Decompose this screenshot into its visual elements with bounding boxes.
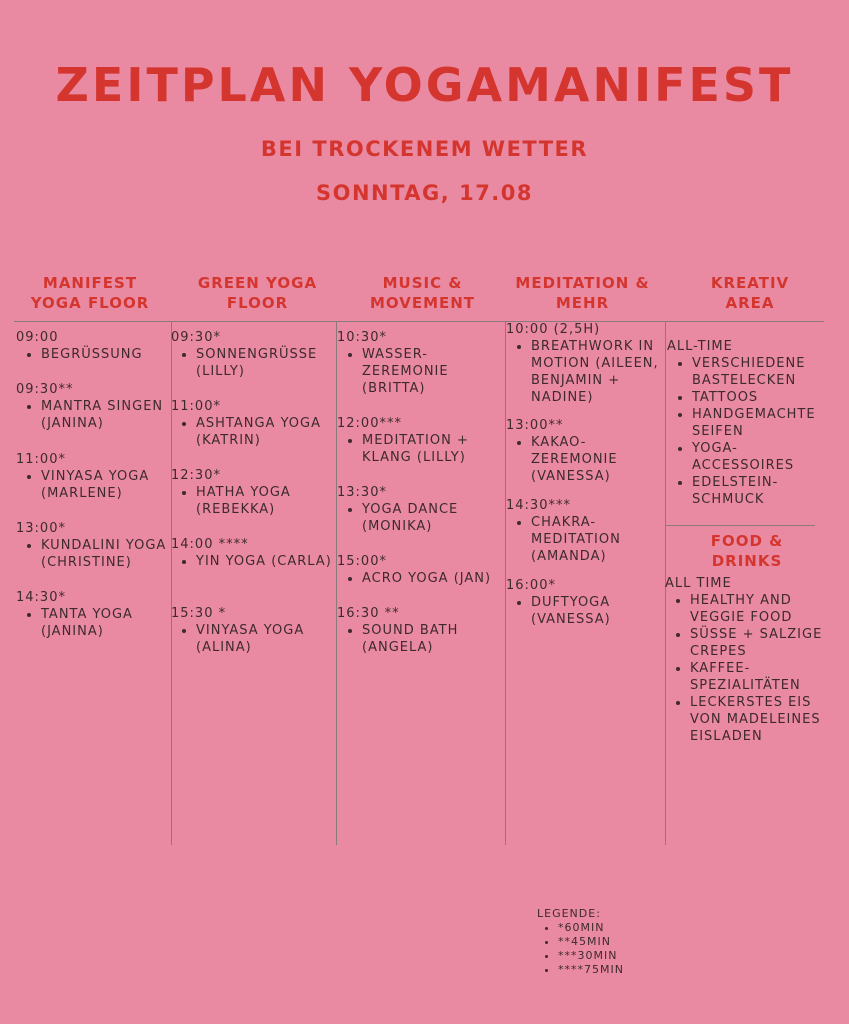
column-heading-meditation xyxy=(505,273,660,313)
schedule-column-green xyxy=(171,329,335,656)
slot-time: 16:30 ** xyxy=(337,606,400,621)
slot-time: 11:00* xyxy=(171,399,221,414)
legend xyxy=(537,907,624,977)
slot-activity: • YOGA-ACCESSOIRES xyxy=(692,440,827,474)
legend-item: • ***30MIN xyxy=(558,949,624,963)
slot-activity: • SOUND BATH (ANGELA) xyxy=(362,622,503,656)
slot-activity: • VERSCHIEDENE BASTELECKEN xyxy=(692,355,827,389)
slot-time: 13:00** xyxy=(506,418,564,433)
schedule-slot xyxy=(506,417,662,497)
slot-activity: • YIN YOGA (CARLA) xyxy=(196,553,335,570)
heading-line: MEHR xyxy=(555,294,610,312)
legend-label: LEGENDE: xyxy=(537,907,601,920)
schedule-slot xyxy=(337,553,503,605)
slot-time: ALL-TIME xyxy=(667,339,733,354)
slot-time: 14:30* xyxy=(16,590,66,605)
slot-time: 14:00 **** xyxy=(171,537,249,552)
schedule-column-meditation xyxy=(506,321,662,628)
schedule-slot xyxy=(667,338,827,526)
heading-line: MEDITATION & xyxy=(515,274,650,292)
legend-item: • *60MIN xyxy=(558,921,624,935)
slot-activity: • TANTA YOGA (JANINA) xyxy=(41,606,170,640)
slot-activity: • SONNENGRÜSSE (LILLY) xyxy=(196,346,335,380)
slot-time: 09:00 xyxy=(16,330,59,345)
slot-time: ALL TIME xyxy=(665,576,732,591)
food-drinks-heading xyxy=(667,531,827,571)
heading-line: MUSIC & xyxy=(382,274,463,292)
page-title: ZEITPLAN YOGAMANIFEST xyxy=(55,58,794,112)
heading-line: GREEN YOGA xyxy=(197,274,318,292)
schedule-column-music xyxy=(337,329,503,656)
slot-activity: • DUFTYOGA (VANESSA) xyxy=(531,594,662,628)
legend-item: • **45MIN xyxy=(558,935,624,949)
schedule-slot xyxy=(171,605,335,656)
slot-time: 11:00* xyxy=(16,452,66,467)
column-heading-kreativ xyxy=(670,273,830,313)
schedule-slot xyxy=(16,381,170,451)
slot-time: 10:30* xyxy=(337,330,387,345)
heading-line: AREA xyxy=(725,294,775,312)
slot-activity: • ACRO YOGA (JAN) xyxy=(362,570,503,587)
page-subtitle: BEI TROCKENEM WETTER xyxy=(260,137,589,161)
slot-activity: • EDELSTEIN-SCHMUCK xyxy=(692,474,827,508)
food-item: • LECKERSTES EIS VON MADELEINES EISLADEN xyxy=(690,694,827,745)
slot-activity: • BEGRÜSSUNG xyxy=(41,346,170,363)
column-heading-music xyxy=(340,273,505,313)
schedule-slot xyxy=(506,577,662,628)
schedule-slot xyxy=(171,536,335,605)
slot-time: 13:30* xyxy=(337,485,387,500)
heading-line: YOGA FLOOR xyxy=(30,294,150,312)
slot-activity: • HATHA YOGA (REBEKKA) xyxy=(196,484,335,518)
schedule-slot xyxy=(171,329,335,398)
slot-activity: • TATTOOS xyxy=(692,389,827,406)
slot-activity: • KAKAO-ZEREMONIE (VANESSA) xyxy=(531,434,662,485)
schedule-slot xyxy=(16,520,170,589)
heading-line: FOOD & xyxy=(710,532,784,550)
event-date: SONNTAG, 17.08 xyxy=(315,181,534,205)
slot-time: 09:30* xyxy=(171,330,221,345)
food-slot xyxy=(665,575,827,745)
slot-time: 12:30* xyxy=(171,468,221,483)
slot-time: 12:00*** xyxy=(337,416,402,431)
schedule-slot xyxy=(16,329,170,381)
slot-activity: • KUNDALINI YOGA (CHRISTINE) xyxy=(41,537,170,571)
slot-time: 15:00* xyxy=(337,554,387,569)
slot-time: 13:00* xyxy=(16,521,66,536)
schedule-slot xyxy=(171,398,335,467)
slot-time: 09:30** xyxy=(16,382,74,397)
slot-activity: • CHAKRA-MEDITATION (AMANDA) xyxy=(531,514,662,565)
slot-time: 15:30 * xyxy=(171,606,227,621)
slot-activity: • MEDITATION + KLANG (LILLY) xyxy=(362,432,503,466)
slot-activity: • MANTRA SINGEN (JANINA) xyxy=(41,398,170,432)
heading-line: MANIFEST xyxy=(42,274,138,292)
schedule-slot xyxy=(171,467,335,536)
slot-activity: • WASSER-ZEREMONIE (BRITTA) xyxy=(362,346,503,397)
schedule-slot xyxy=(337,329,503,415)
schedule-slot xyxy=(506,497,662,577)
slot-time: 16:00* xyxy=(506,578,556,593)
schedule-slot xyxy=(337,484,503,553)
schedule-column-kreativ xyxy=(667,338,827,745)
slot-time: 10:00 (2,5H) xyxy=(506,322,601,337)
column-heading-manifest xyxy=(10,273,170,313)
heading-line: MOVEMENT xyxy=(369,294,476,312)
schedule-slot xyxy=(506,321,662,417)
schedule-slot xyxy=(337,605,503,656)
heading-line: DRINKS xyxy=(711,552,783,570)
slot-activity: • VINYASA YOGA (ALINA) xyxy=(196,622,335,656)
food-item: • SÜSSE + SALZIGE CREPES xyxy=(690,626,827,660)
slot-activity: • YOGA DANCE (MONIKA) xyxy=(362,501,503,535)
schedule-slot xyxy=(16,589,170,640)
food-item: • KAFFEE-SPEZIALITÄTEN xyxy=(690,660,827,694)
heading-line: KREATIV xyxy=(710,274,790,292)
legend-item: • ****75MIN xyxy=(558,963,624,977)
column-heading-green xyxy=(175,273,340,313)
schedule-slot xyxy=(16,451,170,520)
heading-line: FLOOR xyxy=(226,294,289,312)
slot-activity: • ASHTANGA YOGA (KATRIN) xyxy=(196,415,335,449)
header-divider xyxy=(14,321,824,322)
schedule-column-manifest xyxy=(16,329,170,640)
food-item: • HEALTHY AND VEGGIE FOOD xyxy=(690,592,827,626)
slot-activity: • VINYASA YOGA (MARLENE) xyxy=(41,468,170,502)
slot-activity: • BREATHWORK IN MOTION (AILEEN, BENJAMIN + NADINE) xyxy=(531,338,662,406)
slot-time: 14:30*** xyxy=(506,498,571,513)
schedule-slot xyxy=(337,415,503,484)
slot-activity: • HANDGEMACHTE SEIFEN xyxy=(692,406,827,440)
